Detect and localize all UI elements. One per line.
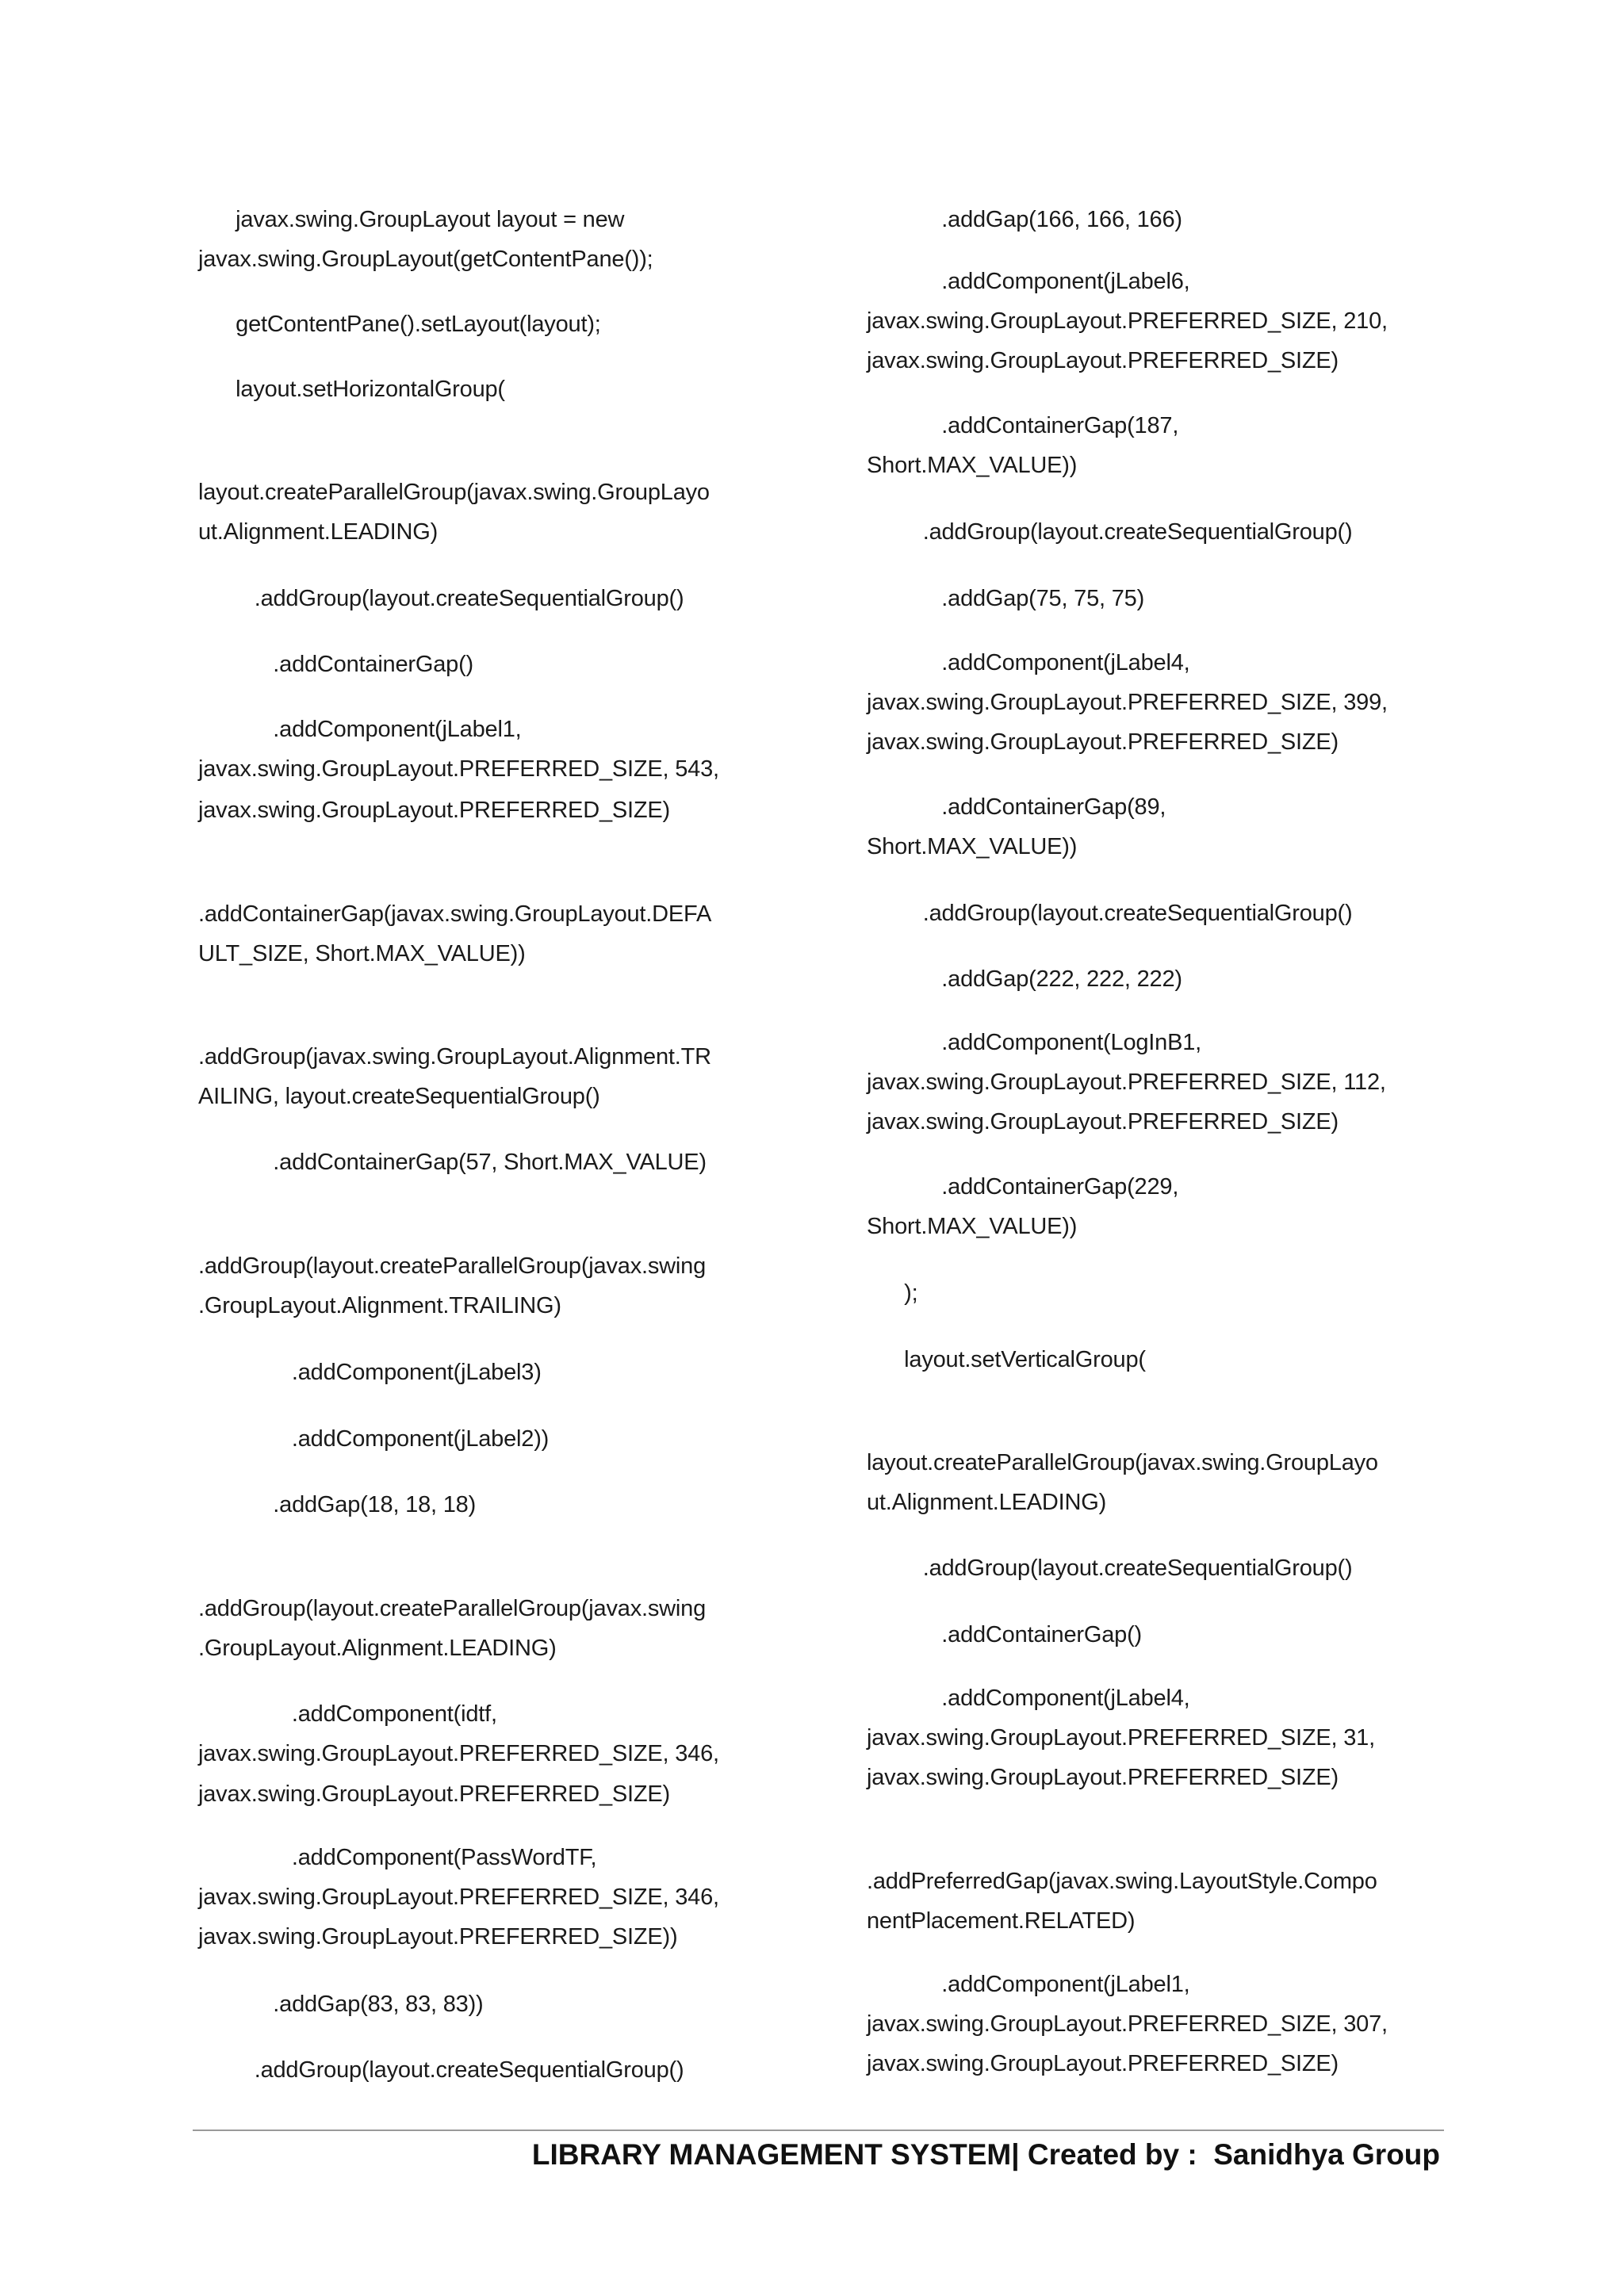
code-line: .addGap(75, 75, 75) bbox=[867, 586, 1145, 611]
code-line: .addGroup(layout.createSequentialGroup() bbox=[867, 519, 1353, 545]
code-line: javax.swing.GroupLayout.PREFERRED_SIZE, 112, bbox=[867, 1070, 1386, 1095]
code-line: javax.swing.GroupLayout.PREFERRED_SIZE) bbox=[867, 348, 1339, 373]
code-line: .addComponent(jLabel2)) bbox=[198, 1426, 550, 1452]
code-line: ut.Alignment.LEADING) bbox=[198, 519, 439, 545]
code-line: .addContainerGap(javax.swing.GroupLayout.DEFA bbox=[198, 901, 712, 927]
code-line: ut.Alignment.LEADING) bbox=[867, 1490, 1107, 1515]
code-line: layout.setHorizontalGroup( bbox=[198, 377, 505, 402]
code-line: Short.MAX_VALUE)) bbox=[867, 834, 1078, 859]
code-line: .addComponent(jLabel4, bbox=[867, 1686, 1190, 1711]
code-line: .addGap(18, 18, 18) bbox=[198, 1492, 477, 1517]
code-line: layout.createParallelGroup(javax.swing.GroupLayo bbox=[198, 480, 710, 505]
code-line: .GroupLayout.Alignment.LEADING) bbox=[198, 1636, 557, 1661]
code-line: AILING, layout.createSequentialGroup() bbox=[198, 1084, 600, 1109]
code-line: .addComponent(jLabel1, bbox=[198, 717, 522, 742]
code-line: .addGap(83, 83, 83)) bbox=[198, 1992, 484, 2017]
code-line: javax.swing.GroupLayout.PREFERRED_SIZE, 543, bbox=[198, 756, 719, 782]
code-line: .addContainerGap() bbox=[198, 652, 473, 677]
code-line: javax.swing.GroupLayout.PREFERRED_SIZE, 31, bbox=[867, 1725, 1375, 1751]
code-line: ULT_SIZE, Short.MAX_VALUE)) bbox=[198, 941, 526, 966]
code-line: .addComponent(jLabel1, bbox=[867, 1972, 1190, 1997]
code-line: javax.swing.GroupLayout.PREFERRED_SIZE) bbox=[867, 1109, 1339, 1135]
code-line: .addContainerGap(187, bbox=[867, 413, 1179, 438]
code-line: javax.swing.GroupLayout.PREFERRED_SIZE) bbox=[867, 2051, 1339, 2076]
code-line: .addGroup(layout.createParallelGroup(javax.swing bbox=[198, 1596, 707, 1621]
code-line: .addGroup(layout.createSequentialGroup() bbox=[198, 586, 684, 611]
code-line: .addContainerGap() bbox=[867, 1622, 1142, 1647]
code-line: .addGroup(layout.createSequentialGroup() bbox=[198, 2057, 684, 2083]
code-line: .addGroup(javax.swing.GroupLayout.Alignment.TR bbox=[198, 1044, 711, 1070]
code-line: layout.setVerticalGroup( bbox=[867, 1347, 1146, 1372]
code-line: nentPlacement.RELATED) bbox=[867, 1908, 1136, 1934]
code-line: javax.swing.GroupLayout.PREFERRED_SIZE)) bbox=[198, 1924, 678, 1950]
code-line: .addContainerGap(89, bbox=[867, 794, 1166, 820]
code-line: layout.createParallelGroup(javax.swing.GroupLayo bbox=[867, 1450, 1378, 1475]
code-line: .addGap(166, 166, 166) bbox=[867, 207, 1182, 232]
code-line: .addGroup(layout.createParallelGroup(javax.swing bbox=[198, 1253, 707, 1279]
code-line: javax.swing.GroupLayout.PREFERRED_SIZE, 346, bbox=[198, 1885, 719, 1910]
code-line: javax.swing.GroupLayout.PREFERRED_SIZE, 210, bbox=[867, 308, 1388, 334]
code-line: Short.MAX_VALUE)) bbox=[867, 1214, 1078, 1239]
code-line: javax.swing.GroupLayout(getContentPane()); bbox=[198, 247, 653, 272]
code-line: javax.swing.GroupLayout.PREFERRED_SIZE) bbox=[867, 1765, 1339, 1790]
code-line: .addGroup(layout.createSequentialGroup() bbox=[867, 1556, 1353, 1581]
code-line: javax.swing.GroupLayout.PREFERRED_SIZE, 346, bbox=[198, 1741, 719, 1766]
code-line: .addContainerGap(229, bbox=[867, 1174, 1179, 1200]
code-line: ); bbox=[867, 1280, 918, 1306]
code-line: javax.swing.GroupLayout.PREFERRED_SIZE, 307, bbox=[867, 2011, 1388, 2037]
code-line: .addComponent(jLabel3) bbox=[198, 1360, 542, 1385]
code-line: javax.swing.GroupLayout.PREFERRED_SIZE) bbox=[198, 798, 670, 823]
code-line: .addComponent(jLabel6, bbox=[867, 269, 1190, 294]
code-line: .addPreferredGap(javax.swing.LayoutStyle.Compo bbox=[867, 1869, 1377, 1894]
code-line: .addGroup(layout.createSequentialGroup() bbox=[867, 901, 1353, 926]
page-footer: LIBRARY MANAGEMENT SYSTEM| Created by : Sanidhya Group bbox=[531, 2138, 1440, 2171]
code-line: .GroupLayout.Alignment.TRAILING) bbox=[198, 1293, 561, 1318]
code-line: javax.swing.GroupLayout.PREFERRED_SIZE, 399, bbox=[867, 690, 1388, 715]
code-line: .addComponent(jLabel4, bbox=[867, 650, 1190, 675]
code-line: javax.swing.GroupLayout.PREFERRED_SIZE) bbox=[867, 729, 1339, 755]
code-line: .addComponent(LogInB1, bbox=[867, 1030, 1202, 1055]
code-line: .addComponent(PassWordTF, bbox=[198, 1845, 597, 1870]
code-line: javax.swing.GroupLayout layout = new bbox=[198, 207, 625, 232]
code-line: javax.swing.GroupLayout.PREFERRED_SIZE) bbox=[198, 1781, 670, 1807]
code-line: .addContainerGap(57, Short.MAX_VALUE) bbox=[198, 1150, 707, 1175]
code-line: .addComponent(idtf, bbox=[198, 1701, 497, 1727]
footer-divider bbox=[193, 2130, 1444, 2131]
code-line: .addGap(222, 222, 222) bbox=[867, 966, 1182, 992]
code-line: Short.MAX_VALUE)) bbox=[867, 453, 1078, 478]
code-line: getContentPane().setLayout(layout); bbox=[198, 312, 601, 337]
